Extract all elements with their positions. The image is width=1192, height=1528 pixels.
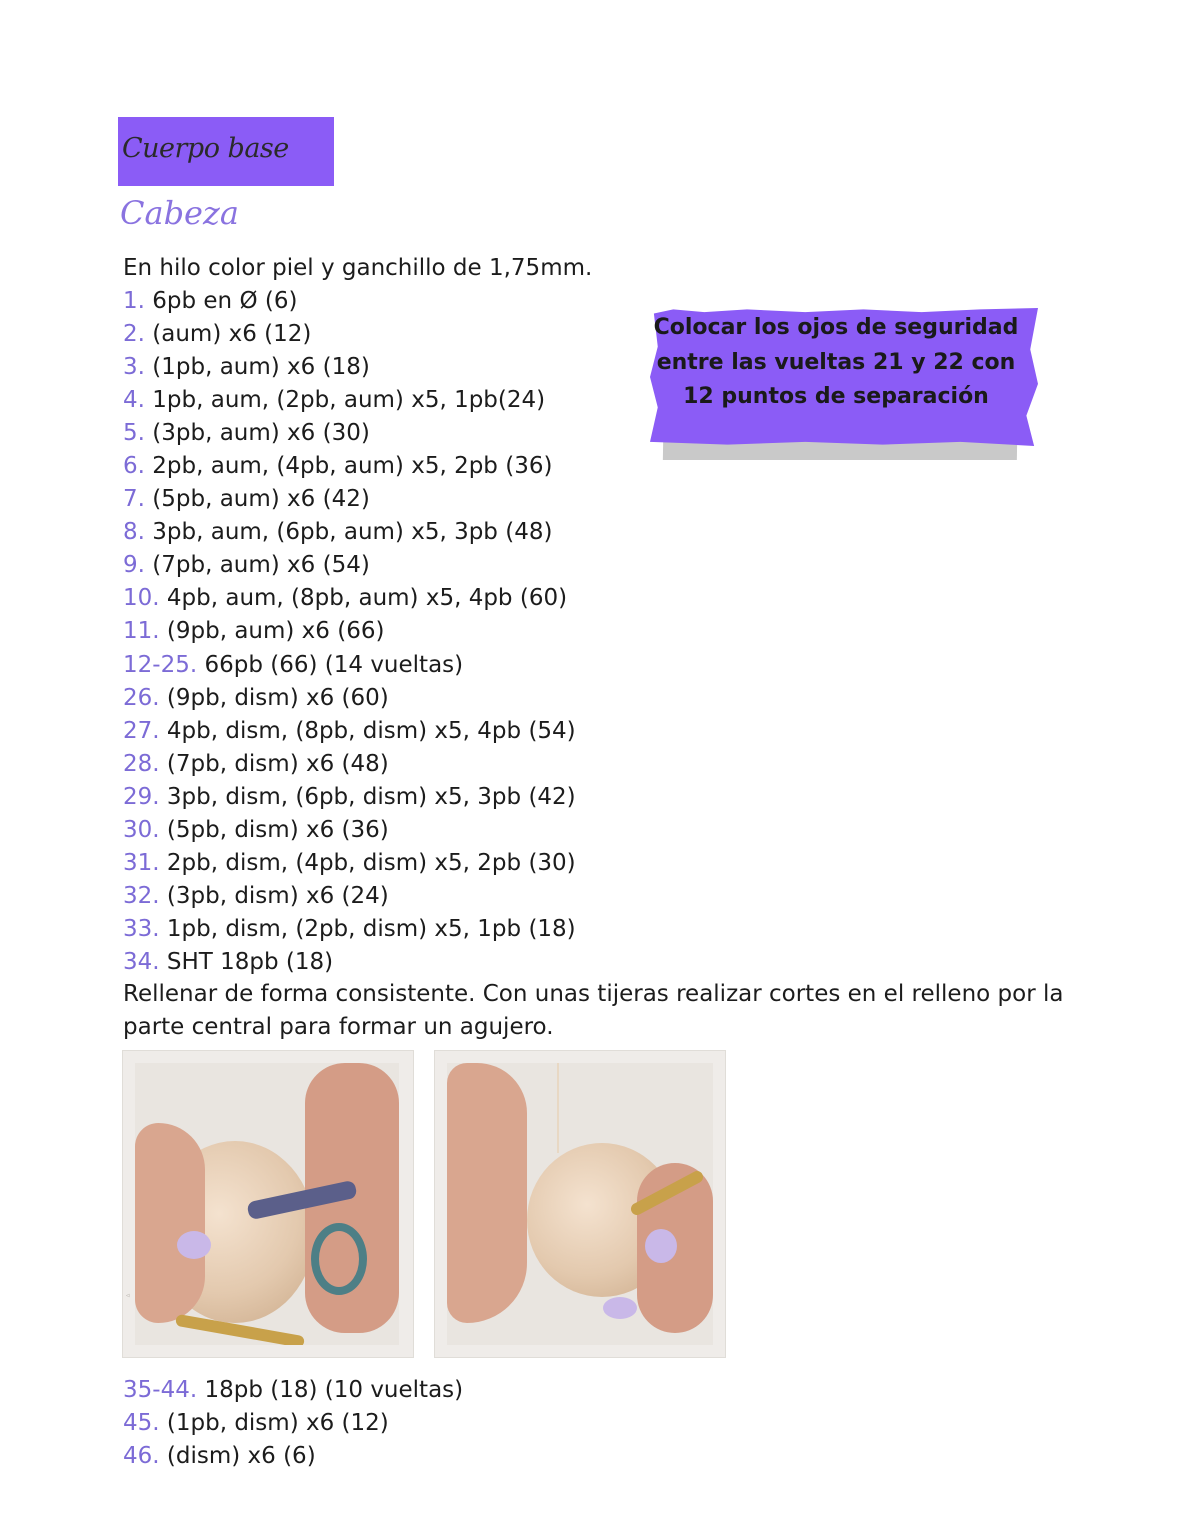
rounds-list [123, 285, 576, 979]
photo-cutting-stuffing [135, 1063, 399, 1345]
round-item [123, 946, 576, 979]
left-hand [135, 1123, 205, 1323]
round-number: 12-25. [123, 651, 198, 678]
round-number: 11. [123, 618, 160, 645]
round-text: 6pb en Ø (6) [152, 288, 298, 314]
round-number: 6. [123, 453, 145, 480]
round-text: (1pb, aum) x6 (18) [152, 354, 370, 381]
section-label-text: Cuerpo base [122, 133, 289, 164]
round-number: 9. [123, 552, 145, 579]
round-item [123, 1374, 463, 1407]
round-item [123, 1440, 463, 1473]
round-text: 3pb, dism, (6pb, dism) x5, 3pb (42) [166, 783, 576, 810]
round-number: 8. [123, 519, 145, 546]
fingernail [603, 1297, 637, 1319]
round-number: 5. [123, 420, 145, 447]
photo-watermark: ▵ [123, 1292, 132, 1298]
round-number: 4. [123, 387, 145, 414]
round-number: 2. [123, 321, 145, 348]
round-item [123, 847, 576, 880]
round-text: 1pb, aum, (2pb, aum) x5, 1pb(24) [152, 387, 546, 414]
stuffing-instructions: Rellenar de forma consistente. Con unas tijeras realizar cortes en el relleno por la parte central para formar un agujero. [123, 981, 1064, 1040]
round-item [123, 880, 576, 913]
rounds-list-after [123, 1374, 463, 1473]
fingernail [177, 1231, 211, 1259]
round-text: (7pb, dism) x6 (48) [166, 750, 389, 777]
note-text: Colocar los ojos de seguridad entre las vueltas 21 y 22 con 12 puntos de separación [653, 315, 1019, 409]
round-text: (9pb, aum) x6 (66) [166, 618, 385, 645]
round-text: (9pb, dism) x6 (60) [166, 684, 389, 711]
round-number: 30. [123, 816, 160, 843]
round-item [123, 1407, 463, 1440]
round-text: (3pb, aum) x6 (30) [152, 420, 370, 447]
round-item [123, 615, 576, 648]
round-item [123, 814, 576, 847]
round-item [123, 582, 576, 615]
yarn-strand [557, 1063, 559, 1153]
round-text: 2pb, dism, (4pb, dism) x5, 2pb (30) [166, 849, 576, 876]
round-text: 4pb, aum, (8pb, aum) x5, 4pb (60) [166, 585, 568, 612]
fingernail [645, 1229, 677, 1263]
round-number: 46. [123, 1443, 160, 1469]
round-number: 28. [123, 750, 160, 777]
round-number: 1. [123, 288, 145, 314]
photo-making-hole [447, 1063, 713, 1345]
round-item [123, 384, 576, 417]
round-text: (dism) x6 (6) [166, 1443, 316, 1469]
round-number: 31. [123, 849, 160, 876]
round-number: 45. [123, 1410, 160, 1436]
round-item [123, 649, 576, 682]
round-text: (7pb, aum) x6 (54) [152, 552, 370, 579]
round-number: 33. [123, 915, 160, 942]
round-text: (1pb, dism) x6 (12) [166, 1410, 389, 1436]
round-number: 3. [123, 354, 145, 381]
round-item [123, 285, 576, 318]
round-item [123, 351, 576, 384]
photo-frame-2 [434, 1050, 726, 1358]
round-item [123, 549, 576, 582]
round-number: 29. [123, 783, 160, 810]
round-number: 10. [123, 585, 160, 612]
round-item [123, 781, 576, 814]
round-text: 4pb, dism, (8pb, dism) x5, 4pb (54) [166, 717, 576, 744]
section-label [118, 117, 334, 186]
scissors-handle [311, 1223, 367, 1295]
round-item [123, 516, 576, 549]
intro-text: En hilo color piel y ganchillo de 1,75mm. [123, 255, 593, 281]
round-number: 34. [123, 948, 160, 975]
round-item [123, 748, 576, 781]
left-hand [447, 1063, 527, 1323]
round-number: 26. [123, 684, 160, 711]
round-item [123, 318, 576, 351]
round-text: 3pb, aum, (6pb, aum) x5, 3pb (48) [152, 519, 553, 546]
subtitle: Cabeza [120, 194, 239, 232]
photo-frame-1 [122, 1050, 414, 1358]
round-item [123, 483, 576, 516]
round-number: 7. [123, 486, 145, 513]
round-text: (5pb, aum) x6 (42) [152, 486, 370, 513]
round-item [123, 913, 576, 946]
round-number: 32. [123, 882, 160, 909]
round-text: 66pb (66) (14 vueltas) [204, 651, 464, 678]
round-item [123, 715, 576, 748]
round-item [123, 450, 576, 483]
round-number: 27. [123, 717, 160, 744]
round-text: (aum) x6 (12) [152, 321, 312, 348]
round-text: (5pb, dism) x6 (36) [166, 816, 389, 843]
round-text: 18pb (18) (10 vueltas) [204, 1377, 464, 1403]
round-item [123, 682, 576, 715]
round-item [123, 417, 576, 450]
round-text: (3pb, dism) x6 (24) [166, 882, 389, 909]
round-text: SHT 18pb (18) [166, 948, 334, 975]
round-text: 1pb, dism, (2pb, dism) x5, 1pb (18) [166, 915, 576, 942]
round-text: 2pb, aum, (4pb, aum) x5, 2pb (36) [152, 453, 553, 480]
round-number: 35-44. [123, 1377, 198, 1403]
